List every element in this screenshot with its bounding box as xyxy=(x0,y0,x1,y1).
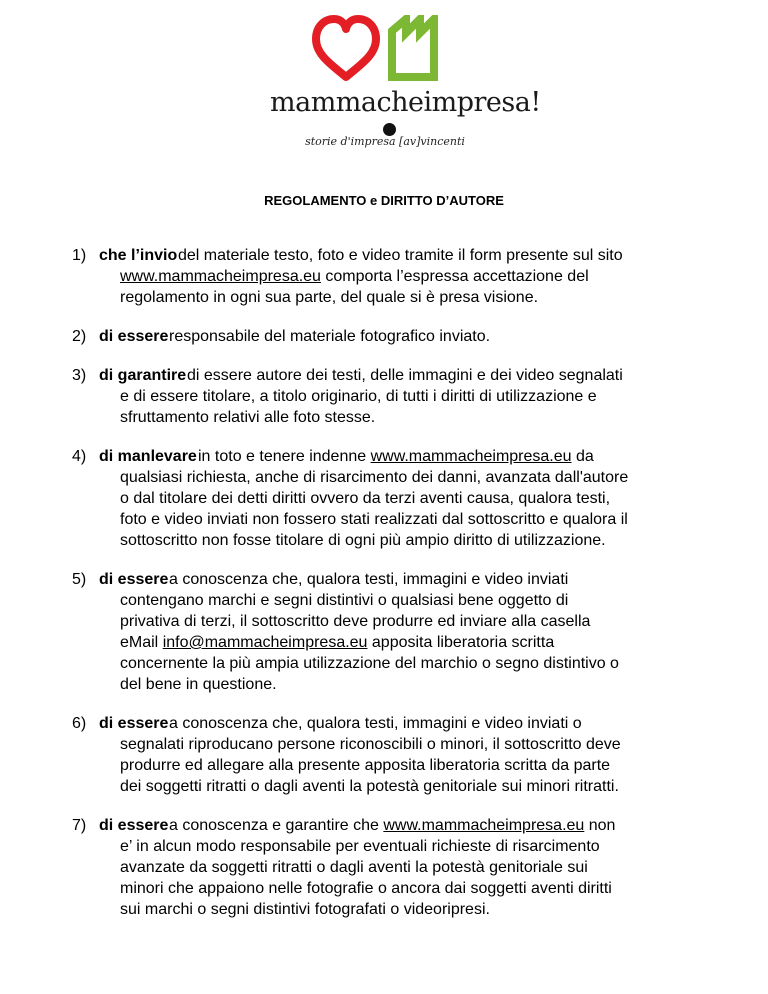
rule-text: avanzate da soggetti ritratti o dagli aventi la potestà genitoriale sui xyxy=(120,859,588,876)
rule-text: in toto e tenere indenne xyxy=(198,448,371,465)
rule-line xyxy=(120,857,702,878)
rule-item xyxy=(72,446,702,551)
rule-item xyxy=(72,245,702,308)
rule-line xyxy=(120,287,702,308)
site-link[interactable]: www.mammacheimpresa.eu xyxy=(120,268,321,285)
rule-text: di essere autore dei testi, delle immagini e dei video segnalati xyxy=(187,367,623,384)
rule-text: del materiale testo, foto e video tramite il form presente sul sito xyxy=(178,247,623,264)
rule-text: minori che appaiono nelle fotografie o ancora dai soggetti aventi diritti xyxy=(120,880,612,897)
rule-text: sui marchi o segni distintivi fotografati o videoripresi. xyxy=(120,901,490,918)
rule-text: dei soggetti ritratti o dagli aventi la potestà genitoriale sui minori ritratti. xyxy=(120,778,619,795)
rule-lead: di essere xyxy=(99,571,169,588)
logo xyxy=(270,15,541,148)
rule-text: eMail xyxy=(120,634,163,651)
email-link[interactable]: info@mammacheimpresa.eu xyxy=(162,634,368,651)
rule-line xyxy=(100,326,702,347)
rule-number: 3) xyxy=(72,367,87,384)
rules-list xyxy=(72,245,702,938)
rule-lead: di garantire xyxy=(99,367,187,384)
rule-lead: di essere xyxy=(99,817,169,834)
rule-text: del bene in questione. xyxy=(120,676,277,693)
rule-item xyxy=(72,815,702,920)
site-link[interactable]: www.mammacheimpresa.eu xyxy=(383,817,585,834)
rule-line xyxy=(120,488,702,509)
rule-number: 4) xyxy=(72,448,87,465)
rule-text: o dal titolare dei detti diritti ovvero da terzi aventi causa, qualora testi, xyxy=(120,490,611,507)
rule-line xyxy=(100,365,702,386)
rule-text: segnalati riproducano persone riconoscibili o minori, il sottoscritto deve xyxy=(120,736,621,753)
brand-tagline: storie d'impresa [av]vincenti xyxy=(305,135,465,148)
rule-line xyxy=(120,266,702,287)
rule-lead: di manlevare xyxy=(99,448,197,465)
rule-text: sottoscritto non fosse titolare di ogni più ampio diritto di utilizzazione. xyxy=(120,532,606,549)
rule-number: 6) xyxy=(72,715,87,732)
rule-text: produrre ed allegare alla presente apposita liberatoria scritta da parte xyxy=(120,757,611,774)
rule-text: sfruttamento relativi alle foto stesse. xyxy=(120,409,376,426)
rule-line xyxy=(120,611,702,632)
rule-line xyxy=(120,836,702,857)
rule-text: apposita liberatoria scritta xyxy=(367,634,555,651)
rule-line xyxy=(120,653,702,674)
rule-line xyxy=(100,815,702,836)
rule-line xyxy=(120,899,702,920)
rule-number: 1) xyxy=(72,247,87,264)
rule-lead: di essere xyxy=(99,328,169,345)
rule-line xyxy=(120,776,702,797)
rule-line xyxy=(120,590,702,611)
rule-lead: che l’invio xyxy=(99,247,178,264)
rule-text: e’ in alcun modo responsabile per eventuali richieste di risarcimento xyxy=(120,838,600,855)
rule-line xyxy=(100,245,702,266)
rule-lead: di essere xyxy=(99,715,169,732)
rule-text: non xyxy=(584,817,616,834)
rule-text: comporta l’espressa accettazione del xyxy=(320,268,589,285)
heart-icon xyxy=(316,19,376,77)
rule-number: 5) xyxy=(72,571,87,588)
rule-item xyxy=(72,569,702,695)
rule-line xyxy=(120,734,702,755)
rule-line xyxy=(120,878,702,899)
rule-line xyxy=(100,713,702,734)
rule-line xyxy=(120,509,702,530)
rule-line xyxy=(120,467,702,488)
rule-line xyxy=(120,530,702,551)
rule-line xyxy=(120,632,702,653)
rule-text: a conoscenza che, qualora testi, immagini e video inviati xyxy=(169,571,569,588)
rule-text: concernente la più ampia utilizzazione del marchio o segno distintivo o xyxy=(120,655,619,672)
rule-text: responsabile del materiale fotografico inviato. xyxy=(169,328,491,345)
rule-line xyxy=(100,569,702,590)
rule-text: privativa di terzi, il sottoscritto deve produrre ed inviare alla casella xyxy=(120,613,591,630)
heart-factory-icon xyxy=(312,15,458,83)
site-link[interactable]: www.mammacheimpresa.eu xyxy=(370,448,572,465)
rule-text: contengano marchi e segni distintivi o qualsiasi bene oggetto di xyxy=(120,592,569,609)
rule-item xyxy=(72,326,702,347)
rule-text: da xyxy=(571,448,594,465)
brand-name: mammacheimpresa! xyxy=(270,87,541,118)
rule-text: foto e video inviati non fossero stati realizzati dal sottoscritto e qualora il xyxy=(120,511,628,528)
rule-text: regolamento in ogni sua parte, del quale si è presa visione. xyxy=(120,289,539,306)
rule-text: e di essere titolare, a titolo originario, di tutti i diritti di utilizzazione e xyxy=(120,388,597,405)
rule-line xyxy=(120,386,702,407)
rule-number: 7) xyxy=(72,817,87,834)
rule-text: qualsiasi richiesta, anche di risarcimento dei danni, avanzata dall'autore xyxy=(120,469,629,486)
rule-item xyxy=(72,365,702,428)
rule-text: a conoscenza e garantire che xyxy=(169,817,384,834)
rule-text: a conoscenza che, qualora testi, immagini e video inviati o xyxy=(169,715,582,732)
rule-item xyxy=(72,713,702,797)
rule-line xyxy=(120,755,702,776)
rule-number: 2) xyxy=(72,328,87,345)
factory-icon xyxy=(392,19,434,77)
rule-line xyxy=(120,407,702,428)
page-title: REGOLAMENTO e DIRITTO D’AUTORE xyxy=(264,193,504,208)
rule-line xyxy=(120,674,702,695)
